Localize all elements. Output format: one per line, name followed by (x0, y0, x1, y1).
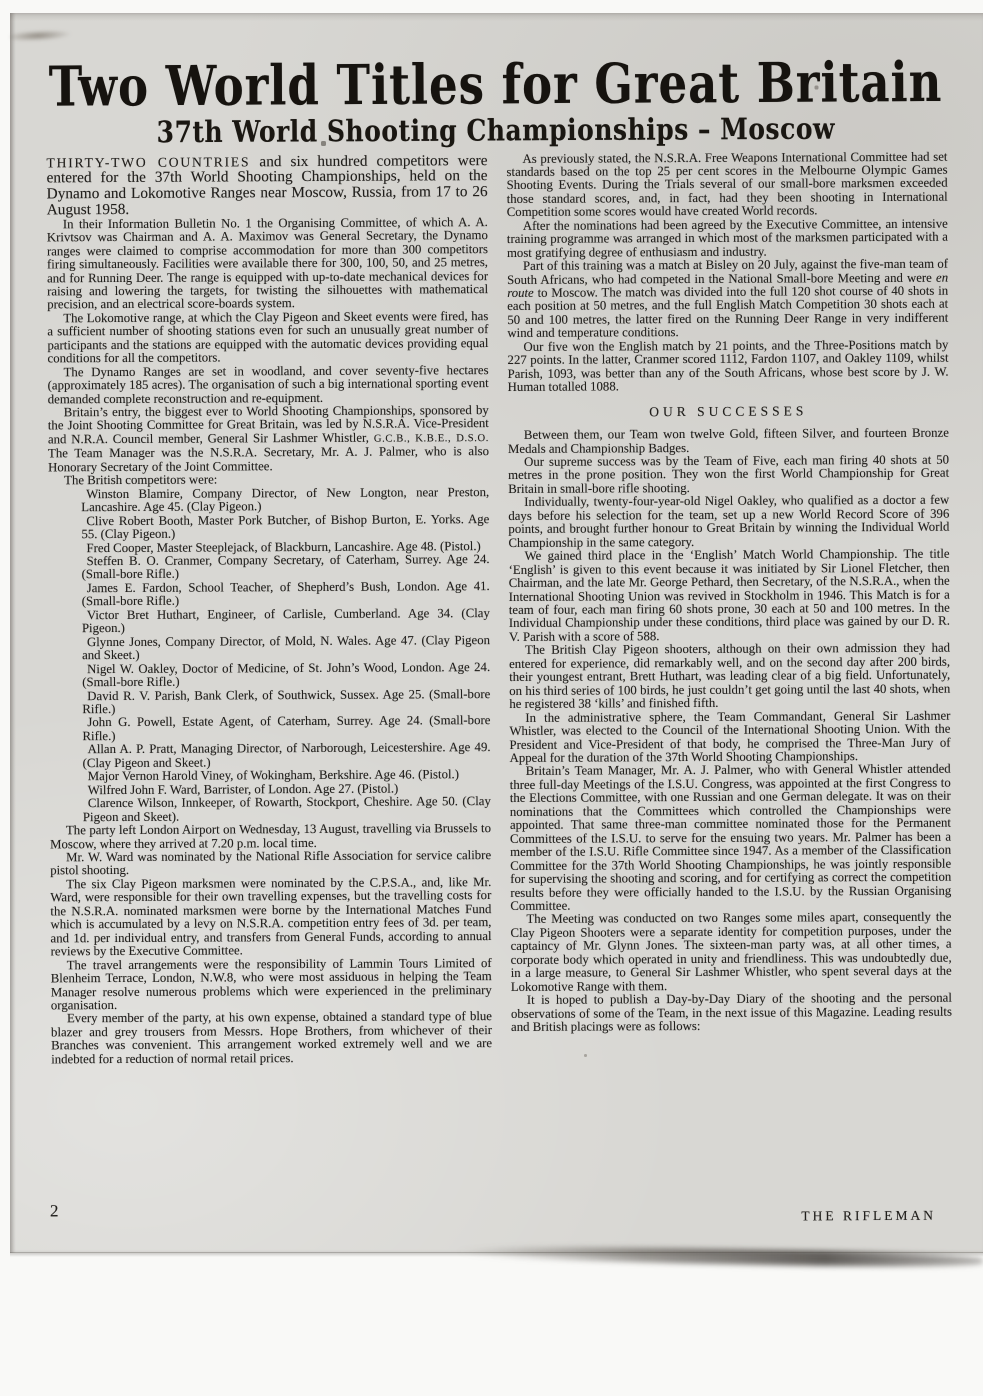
competitor-entry: Allan A. P. Pratt, Managing Director, of Narborough, Leicestershire. Age 49. (Clay Pigeon and Skeet.) (82, 740, 491, 770)
article-paragraph: The Meeting was conducted on two Ranges some miles apart, consequently the Clay Pigeon Shooters were a separate identity for competition purposes, under the captaincy of Mr. Glynn Jones. The sixteen-man party was, at all other times, a corporate body which operated in unity and friendliness. This was undoubtedly due, in a large measure, to General Sir Lashmer Whistler, who spent several days at the Lokomotive Range with them. (510, 910, 952, 994)
article-paragraph: Between them, our Team won twelve Gold, fifteen Silver, and fourteen Bronze Medals and Championship Badges. (507, 425, 949, 456)
article-paragraph: Britain’s Team Manager, Mr. A. J. Palmer, who with General Whistler attended three full-day Meetings of the I.S.U. Congress, was appointed at the first Congress to the Elections Committee, with one Russian and one German delegate. It was on their nominations that the Committees which controlled the Championships were appointed. That same three-man committee nominated those for the Permanent Committees of the I.S.U. to serve for the ensuing two years. Mr. Palmer has been a member of the I.S.U. Rifle Committee since 1947. As a member of the Classification Committee for the 37th World Shooting Championships, he was jointly responsible for supervising the shooting and scoring, and for certifying as correct the competition results before they were officially handed to the I.S.U. by the Russian Organising Committee. (509, 762, 952, 913)
masthead (9, 10, 983, 150)
article-paragraph: The Dynamo Ranges are set in woodland, and cover seventy-five hectares (approximately 185 acres). The organisation of such a big international sporting event demanded complete reconstruction and re-equipment. (47, 362, 489, 406)
scan-specks (10, 13, 11, 14)
competitor-entry: Winston Blamire, Company Director, of New Longton, near Preston, Lancashire. Age 45. (Clay Pigeon.) (81, 484, 490, 515)
lead-paragraph (46, 153, 487, 218)
article-paragraph: Mr. W. Ward was nominated by the National Rifle Association for service calibre pistol shooting. (50, 848, 492, 878)
competitor-entry: Fred Cooper, Master Steeplejack, of Blackburn, Lancashire. Age 48. (Pistol.) (86, 538, 481, 555)
whistler-text-after: The Team Manager was the N.S.R.A. Secretary, Mr. A. J. Palmer, who is also Honorary Secretary of the Joint Committee. (47, 444, 490, 475)
article-paragraph: In their Information Bulletin No. 1 the Organising Committee, of which A. A. Krivtsov was Chairman and A. A. Maximov was General Secretary, the Dynamo ranges were claimed to comprise accommodation for more than 300 competitors firing simultaneously. Facilities were available there for 300, 100, 50, and 25 metres, and for Running Deer. The range is equipped with up-to-date mechanical devices for raising and lowering the targets, for twisting the silhouettes with mathematical precision, and an electrical score-boards system. (46, 214, 489, 312)
article-paragraph: As previously stated, the N.S.R.A. Free Weapons International Committee had set standards based on the top 25 per cent scores in the Melbourne Olympic Games Shooting Events. During the Trials several of our small-bore marksmen exceeded those standard scores, and, in fact, had they been shooting in International Competition some scores would have created World records. (506, 149, 948, 220)
competitor-entry: Wilfred John F. Ward, Barrister, of London. Age 27. (Pistol.) (87, 781, 399, 797)
competitor-entry: Glynne Jones, Company Director, of Mold, N. Wales. Age 47. (Clay Pigeon and Skeet.) (82, 632, 491, 663)
page-title: Two World Titles for Great Britain (48, 49, 943, 120)
article-paragraph (48, 404, 489, 475)
article-paragraph: The six Clay Pigeon marksmen were nominated by the C.P.S.A., and, like Mr. Ward, were responsible for their own travelling expenses, but the travelling costs for the N.S.R.A. nominated marksmen were borne by the International Matches Fund which is accumulated by a levy on N.S.R.A. competition entry fees of 3d. per team, and 1d. per individual entry, and transfers from General Funds, according to annual reviews by the Executive Committee. (50, 874, 492, 959)
whistler-text-before: Britain’s entry, the biggest ever to World Shooting Championships, sponsored by the Joint Shooting Committee for Great Britain, was led by N.S.R.A. Vice-President and N.R.A. Council member, General Sir Lashmer Whistler, (47, 403, 489, 447)
competitor-entry: David R. V. Parish, Bank Clerk, of Southwick, Sussex. Age 25. (Small-bore Rifle.) (82, 686, 491, 717)
article-paragraph: Individually, twenty-four-year-old Nigel Oakley, who qualified as a doctor a few days before his selection for the team, set up a new World Record Score of 396 points, and brought further honour to Great Britain by winning the Individual World Championship in the same category. (508, 493, 950, 550)
page-subtitle: 37th World Shooting Championships – Moscow (156, 111, 836, 150)
page-sheet (10, 13, 983, 1253)
article-paragraph (507, 258, 948, 341)
article-paragraph: Our supreme success was by the Team of Five, each man firing 40 shots at 50 metres in the prone position. They won the first World Championship for Great Britain in small-bore rifle shooting. (508, 452, 950, 496)
competitor-entry: James E. Fardon, School Teacher, of Shepherd’s Bush, London. Age 41. (Small-bore Rifle.) (81, 578, 490, 609)
section-heading-our-successes: OUR SUCCESSES (649, 403, 808, 419)
competitors-list (81, 486, 491, 824)
article-paragraph: The party left London Airport on Wednesday, 13 August, travelling via Brussels to Moscow, where they arrived at 7.20 p.m. local time. (50, 821, 492, 851)
article-paragraph: Every member of the party, at his own expense, obtained a standard type of blue blazer and grey trousers from Messrs. Hope Brothers, from whichever of their Branches was convenient. This arrangement worked extremely well and we are indebted for a reduction of normal retail prices. (50, 1009, 493, 1067)
lead-opening: THIRTY-TWO COUNTRIES (46, 153, 251, 170)
competitor-entry: Nigel W. Oakley, Doctor of Medicine, of St. John’s Wood, London. Age 24. (Small-bore Rifle.) (82, 659, 491, 690)
article-paragraph: The travel arrangements were the responsibility of Lammin Tours Limited of Blenheim Terrace, London, N.W.8, who were most assiduous in helping the Team Manager resolve numerous problems which were experienced in the preliminary organisation. (50, 955, 492, 1013)
article-paragraph: We gained third place in the ‘English’ Match World Championship. The title ‘English’ is given to this event because it was initiated by Sir Lionel Fletcher, then Chairman, and the late Mr. George Pethard, then Secretary, of the N.S.R.A., when the International Shooting Union was revived in Stockholm in 1946. This Match is for a team of four, each man firing 60 shots prone, 30 each at 50 and 100 metres. In the Individual Championship under these conditions, third place was gained by our D. R. V. Parish with a score of 588. (508, 546, 950, 644)
competitor-entry: Clarence Wilson, Innkeeper, of Rowarth, Stockport, Cheshire. Age 50. (Clay Pigeon and Skeet). (82, 794, 491, 824)
article-paragraph: The Lokomotive range, at which the Clay Pigeon and Skeet events were fired, has a sufficient number of shooting stations even for such an unusually great number of participants and the stations are equipped with the automatic devices providing equal conditions for all the competitors. (47, 308, 489, 366)
column-right (506, 150, 952, 1064)
page-content (9, 10, 983, 1255)
article-paragraph: It is hoped to publish a Day-by-Day Diary of the shooting and the personal observations of some of the Team, in the next issue of this Magazine. Leading results and British placings were as follows: (510, 990, 952, 1034)
article-paragraph: Our five won the English match by 21 points, and the Three-Positions match by 227 points. In the latter, Cranmer scored 1112, Fardon 1107, and Oakley 1109, whilst Parish, 1093, was better than any of the South Africans, whose best score by J. W. Human totalled 1088. (507, 337, 949, 395)
article-paragraph: After the nominations had been agreed by the Executive Committee, an intensive training programme was arranged in which most of the marksmen participated with a most gratifying degree of enthusiasm and industry. (506, 216, 948, 260)
competitor-entry: John G. Powell, Estate Agent, of Caterham, Surrey. Age 24. (Small-bore Rifle.) (82, 713, 491, 744)
competitor-entry: Victor Bret Huthart, Engineer, of Carlisle, Cumberland. Age 34. (Clay Pigeon.) (81, 605, 490, 636)
bisley-text-after: to Moscow. The match was divided into the full 120 shot course of 40 shots in each position at 50 metres, and the full English Match Competition 30 shots each at 50 and 100 metres, the latter fired on the Running Deer Range in very indifferent wind and temperature conditions. (507, 283, 949, 341)
bisley-text-before: Part of this training was a match at Bisley on 20 July, against the five-man team of South Africans, who had competed in the National Small-bore Meeting and were (507, 256, 949, 287)
bisley-italic: en route (507, 270, 949, 300)
competitors-intro: The British competitors were: (64, 472, 218, 488)
whistler-honours: G.C.B., K.B.E., D.S.O. (373, 432, 489, 445)
page-number: 2 (49, 1201, 59, 1221)
competitor-entry: Steffen B. O. Cranmer, Company Secretary, of Caterham, Surrey. Age 24. (Small-bore Rifle.) (81, 552, 490, 582)
article-paragraph: The British Clay Pigeon shooters, although on their own admission they had entered for experience, did remarkably well, and on the second day after 200 birds, their youngest entrant, Brett Huthart, was leading clear of a big field. Unfortunately, on his third series of 100 birds, he just couldn’t get going until the last 40 shots, when he registered 38 ‘kills’ and finished fifth. (509, 640, 951, 712)
lead-rest: and six hundred competitors were entered for the 37th World Shooting Championships, held on the Dynamo and Lokomotive Ranges near Moscow, Russia, from 17 to 26 August 1958. (46, 151, 488, 219)
competitor-entry: Major Vernon Harold Viney, of Wokingham, Berkshire. Age 46. (Pistol.) (87, 767, 460, 784)
article-columns (46, 150, 952, 1066)
magazine-footer: THE RIFLEMAN (801, 1207, 937, 1224)
article-paragraph: In the administrative sphere, the Team Commandant, General Sir Lashmer Whistler, was elected to the Council of the International Shooting Union. With the President and Vice-President of that body, he comprised the Three-Man Jury of Appeal for the duration of the 37th World Shooting Championships. (509, 708, 951, 765)
column-left (46, 153, 492, 1067)
competitor-entry: Clive Robert Booth, Master Pork Butcher, of Bishop Burton, E. Yorks. Age 55. (Clay Pigeon.) (81, 511, 490, 542)
